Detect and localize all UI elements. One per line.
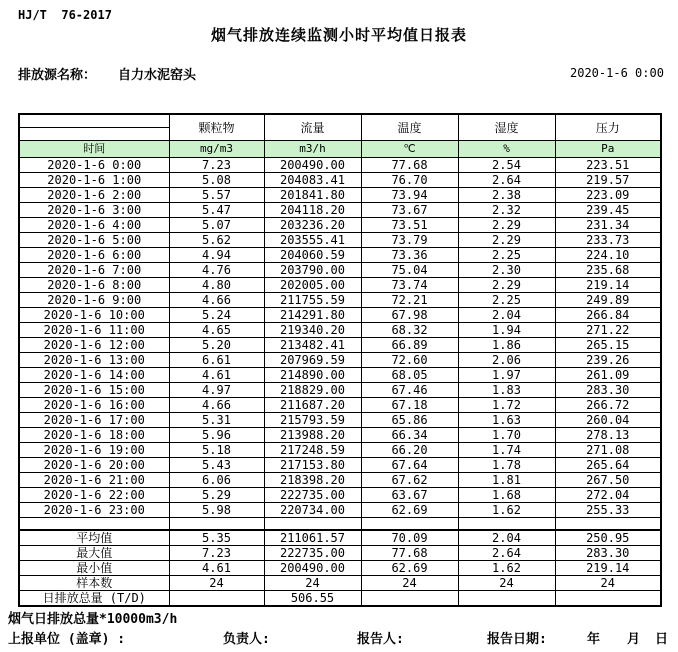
value-cell: 73.51	[361, 218, 458, 233]
value-cell: 2.06	[458, 353, 555, 368]
summary-row	[19, 530, 661, 546]
value-cell: 239.45	[555, 203, 661, 218]
value-cell: 4.61	[169, 368, 264, 383]
value-cell: 4.66	[169, 293, 264, 308]
time-cell: 2020-1-6 1:00	[19, 173, 169, 188]
table-row	[19, 428, 661, 443]
time-cell: 2020-1-6 5:00	[19, 233, 169, 248]
spacer-cell	[264, 518, 361, 531]
col-header-temperature: 温度	[361, 114, 458, 141]
value-cell: 214890.00	[264, 368, 361, 383]
spacer-cell	[169, 518, 264, 531]
table-row	[19, 383, 661, 398]
reporter-label: 报告人:	[357, 632, 404, 647]
value-cell: 219.14	[555, 278, 661, 293]
time-cell: 2020-1-6 21:00	[19, 473, 169, 488]
value-cell: 68.05	[361, 368, 458, 383]
unit-particulate: mg/m3	[169, 141, 264, 158]
summary-row	[19, 561, 661, 576]
summary-value-cell: 283.30	[555, 546, 661, 561]
value-cell: 2.32	[458, 203, 555, 218]
value-cell: 219.57	[555, 173, 661, 188]
time-cell: 2020-1-6 15:00	[19, 383, 169, 398]
value-cell: 2.25	[458, 248, 555, 263]
time-cell: 2020-1-6 23:00	[19, 503, 169, 518]
value-cell: 5.57	[169, 188, 264, 203]
value-cell: 203236.20	[264, 218, 361, 233]
summary-value-cell: 200490.00	[264, 561, 361, 576]
report-date-label: 报告日期:	[487, 632, 547, 647]
time-cell: 2020-1-6 19:00	[19, 443, 169, 458]
value-cell: 233.73	[555, 233, 661, 248]
value-cell: 261.09	[555, 368, 661, 383]
summary-row	[19, 546, 661, 561]
value-cell: 2.30	[458, 263, 555, 278]
value-cell: 73.36	[361, 248, 458, 263]
value-cell: 249.89	[555, 293, 661, 308]
value-cell: 75.04	[361, 263, 458, 278]
time-cell: 2020-1-6 22:00	[19, 488, 169, 503]
value-cell: 203555.41	[264, 233, 361, 248]
summary-label-cell: 最大值	[19, 546, 169, 561]
table-row	[19, 203, 661, 218]
value-cell: 4.94	[169, 248, 264, 263]
unit-row	[19, 141, 661, 158]
value-cell: 5.43	[169, 458, 264, 473]
value-cell: 6.61	[169, 353, 264, 368]
table-row	[19, 488, 661, 503]
value-cell: 4.97	[169, 383, 264, 398]
value-cell: 5.98	[169, 503, 264, 518]
table-row	[19, 278, 661, 293]
value-cell: 2.54	[458, 158, 555, 173]
value-cell: 217248.59	[264, 443, 361, 458]
col-header-pressure: 压力	[555, 114, 661, 141]
value-cell: 266.84	[555, 308, 661, 323]
value-cell: 72.60	[361, 353, 458, 368]
value-cell: 1.74	[458, 443, 555, 458]
value-cell: 283.30	[555, 383, 661, 398]
emission-source-name: 自力水泥窑头	[118, 68, 197, 83]
value-cell: 67.64	[361, 458, 458, 473]
summary-value-cell: 24	[361, 576, 458, 591]
table-body	[19, 158, 661, 607]
value-cell: 2.38	[458, 188, 555, 203]
value-cell: 73.74	[361, 278, 458, 293]
value-cell: 68.32	[361, 323, 458, 338]
summary-value-cell: 506.55	[264, 591, 361, 607]
summary-value-cell: 24	[169, 576, 264, 591]
value-cell: 72.21	[361, 293, 458, 308]
value-cell: 1.70	[458, 428, 555, 443]
value-cell: 1.81	[458, 473, 555, 488]
signature-line	[0, 628, 678, 647]
unit-humidity: %	[458, 141, 555, 158]
value-cell: 1.62	[458, 503, 555, 518]
time-cell: 2020-1-6 11:00	[19, 323, 169, 338]
value-cell: 7.23	[169, 158, 264, 173]
value-cell: 223.51	[555, 158, 661, 173]
month-label: 月	[627, 632, 641, 647]
value-cell: 1.97	[458, 368, 555, 383]
col-header-humidity: 湿度	[458, 114, 555, 141]
value-cell: 267.50	[555, 473, 661, 488]
summary-value-cell: 24	[555, 576, 661, 591]
value-cell: 5.31	[169, 413, 264, 428]
spacer-cell	[555, 518, 661, 531]
value-cell: 260.04	[555, 413, 661, 428]
table-row	[19, 173, 661, 188]
value-cell: 204060.59	[264, 248, 361, 263]
table-row	[19, 473, 661, 488]
table-header	[19, 114, 661, 158]
value-cell: 73.79	[361, 233, 458, 248]
value-cell: 67.98	[361, 308, 458, 323]
header-row-top	[19, 114, 661, 128]
summary-value-cell: 219.14	[555, 561, 661, 576]
spacer-cell	[361, 518, 458, 531]
summary-value-cell	[458, 591, 555, 607]
value-cell: 217153.80	[264, 458, 361, 473]
value-cell: 1.78	[458, 458, 555, 473]
value-cell: 204118.20	[264, 203, 361, 218]
year-label: 年	[587, 632, 601, 647]
summary-value-cell: 4.61	[169, 561, 264, 576]
value-cell: 4.65	[169, 323, 264, 338]
table-row	[19, 413, 661, 428]
time-cell: 2020-1-6 7:00	[19, 263, 169, 278]
time-cell: 2020-1-6 2:00	[19, 188, 169, 203]
summary-value-cell: 211061.57	[264, 530, 361, 546]
summary-value-cell: 77.68	[361, 546, 458, 561]
day-label: 日	[655, 632, 669, 647]
value-cell: 203790.00	[264, 263, 361, 278]
spacer-row	[19, 518, 661, 531]
value-cell: 1.68	[458, 488, 555, 503]
value-cell: 211755.59	[264, 293, 361, 308]
value-cell: 278.13	[555, 428, 661, 443]
value-cell: 265.64	[555, 458, 661, 473]
value-cell: 201841.80	[264, 188, 361, 203]
page-title: 烟气排放连续监测小时平均值日报表	[210, 26, 467, 44]
value-cell: 213988.20	[264, 428, 361, 443]
table-row	[19, 263, 661, 278]
time-cell: 2020-1-6 6:00	[19, 248, 169, 263]
responsible-person-label: 负责人:	[223, 632, 270, 647]
value-cell: 2.29	[458, 233, 555, 248]
time-cell: 2020-1-6 20:00	[19, 458, 169, 473]
value-cell: 266.72	[555, 398, 661, 413]
value-cell: 5.08	[169, 173, 264, 188]
summary-label-cell: 样本数	[19, 576, 169, 591]
value-cell: 63.67	[361, 488, 458, 503]
value-cell: 211687.20	[264, 398, 361, 413]
summary-value-cell: 24	[264, 576, 361, 591]
summary-label-cell: 平均值	[19, 530, 169, 546]
time-cell: 2020-1-6 12:00	[19, 338, 169, 353]
summary-value-cell: 5.35	[169, 530, 264, 546]
value-cell: 265.15	[555, 338, 661, 353]
value-cell: 67.62	[361, 473, 458, 488]
value-cell: 223.09	[555, 188, 661, 203]
spacer-cell	[458, 518, 555, 531]
time-cell: 2020-1-6 3:00	[19, 203, 169, 218]
summary-value-cell	[361, 591, 458, 607]
value-cell: 2.64	[458, 173, 555, 188]
table-row	[19, 503, 661, 518]
summary-value-cell: 24	[458, 576, 555, 591]
report-datetime: 2020-1-6 0:00	[570, 66, 664, 80]
time-header: 时间	[19, 141, 169, 158]
value-cell: 271.22	[555, 323, 661, 338]
value-cell: 218829.00	[264, 383, 361, 398]
summary-value-cell	[555, 591, 661, 607]
time-cell: 2020-1-6 9:00	[19, 293, 169, 308]
col-header-particulate: 颗粒物	[169, 114, 264, 141]
time-cell: 2020-1-6 16:00	[19, 398, 169, 413]
value-cell: 220734.00	[264, 503, 361, 518]
time-cell: 2020-1-6 4:00	[19, 218, 169, 233]
table-row	[19, 233, 661, 248]
value-cell: 204083.41	[264, 173, 361, 188]
value-cell: 218398.20	[264, 473, 361, 488]
col-header-flow: 流量	[264, 114, 361, 141]
value-cell: 76.70	[361, 173, 458, 188]
table-row	[19, 308, 661, 323]
monitoring-table	[18, 113, 662, 607]
standard-number: HJ/T 76-2017	[18, 8, 112, 22]
report-unit-label: 上报单位 (盖章) :	[8, 632, 126, 647]
value-cell: 231.34	[555, 218, 661, 233]
time-header-blank-top	[19, 114, 169, 128]
value-cell: 2.29	[458, 218, 555, 233]
value-cell: 6.06	[169, 473, 264, 488]
emission-source-row	[18, 64, 196, 83]
value-cell: 5.47	[169, 203, 264, 218]
time-cell: 2020-1-6 0:00	[19, 158, 169, 173]
value-cell: 4.80	[169, 278, 264, 293]
value-cell: 1.83	[458, 383, 555, 398]
time-cell: 2020-1-6 13:00	[19, 353, 169, 368]
value-cell: 2.29	[458, 278, 555, 293]
summary-value-cell	[169, 591, 264, 607]
unit-temperature: ℃	[361, 141, 458, 158]
value-cell: 65.86	[361, 413, 458, 428]
value-cell: 239.26	[555, 353, 661, 368]
summary-value-cell: 250.95	[555, 530, 661, 546]
table-row	[19, 443, 661, 458]
value-cell: 272.04	[555, 488, 661, 503]
value-cell: 213482.41	[264, 338, 361, 353]
table-row	[19, 218, 661, 233]
value-cell: 1.94	[458, 323, 555, 338]
table-row	[19, 248, 661, 263]
value-cell: 255.33	[555, 503, 661, 518]
emission-source-label: 排放源名称：	[18, 68, 97, 83]
time-cell: 2020-1-6 18:00	[19, 428, 169, 443]
time-cell: 2020-1-6 10:00	[19, 308, 169, 323]
value-cell: 207969.59	[264, 353, 361, 368]
value-cell: 202005.00	[264, 278, 361, 293]
value-cell: 67.18	[361, 398, 458, 413]
value-cell: 1.86	[458, 338, 555, 353]
summary-row	[19, 591, 661, 607]
value-cell: 73.67	[361, 203, 458, 218]
value-cell: 5.18	[169, 443, 264, 458]
summary-value-cell: 2.64	[458, 546, 555, 561]
table-row	[19, 458, 661, 473]
unit-pressure: Pa	[555, 141, 661, 158]
value-cell: 2.04	[458, 308, 555, 323]
table-row	[19, 293, 661, 308]
table-row	[19, 323, 661, 338]
table-row	[19, 353, 661, 368]
value-cell: 271.08	[555, 443, 661, 458]
summary-label-cell: 日排放总量 (T/D)	[19, 591, 169, 607]
time-header-blank-bottom	[19, 128, 169, 141]
summary-label-cell: 最小值	[19, 561, 169, 576]
value-cell: 5.29	[169, 488, 264, 503]
table-row	[19, 398, 661, 413]
table-row	[19, 368, 661, 383]
time-cell: 2020-1-6 14:00	[19, 368, 169, 383]
value-cell: 73.94	[361, 188, 458, 203]
summary-value-cell: 1.62	[458, 561, 555, 576]
value-cell: 4.66	[169, 398, 264, 413]
value-cell: 4.76	[169, 263, 264, 278]
value-cell: 222735.00	[264, 488, 361, 503]
footer-note: 烟气日排放总量*10000m3/h	[8, 612, 178, 627]
value-cell: 5.20	[169, 338, 264, 353]
value-cell: 5.62	[169, 233, 264, 248]
value-cell: 66.34	[361, 428, 458, 443]
unit-flow: m3/h	[264, 141, 361, 158]
summary-value-cell: 222735.00	[264, 546, 361, 561]
summary-value-cell: 70.09	[361, 530, 458, 546]
summary-value-cell: 2.04	[458, 530, 555, 546]
value-cell: 215793.59	[264, 413, 361, 428]
value-cell: 62.69	[361, 503, 458, 518]
time-cell: 2020-1-6 8:00	[19, 278, 169, 293]
table-row	[19, 338, 661, 353]
summary-value-cell: 7.23	[169, 546, 264, 561]
value-cell: 5.96	[169, 428, 264, 443]
value-cell: 66.20	[361, 443, 458, 458]
value-cell: 5.24	[169, 308, 264, 323]
spacer-cell	[19, 518, 169, 531]
summary-value-cell: 62.69	[361, 561, 458, 576]
time-cell: 2020-1-6 17:00	[19, 413, 169, 428]
value-cell: 1.63	[458, 413, 555, 428]
value-cell: 5.07	[169, 218, 264, 233]
value-cell: 214291.80	[264, 308, 361, 323]
value-cell: 77.68	[361, 158, 458, 173]
summary-row	[19, 576, 661, 591]
table-row	[19, 188, 661, 203]
value-cell: 1.72	[458, 398, 555, 413]
value-cell: 2.25	[458, 293, 555, 308]
value-cell: 224.10	[555, 248, 661, 263]
value-cell: 66.89	[361, 338, 458, 353]
value-cell: 219340.20	[264, 323, 361, 338]
value-cell: 67.46	[361, 383, 458, 398]
value-cell: 200490.00	[264, 158, 361, 173]
table-row	[19, 158, 661, 173]
value-cell: 235.68	[555, 263, 661, 278]
